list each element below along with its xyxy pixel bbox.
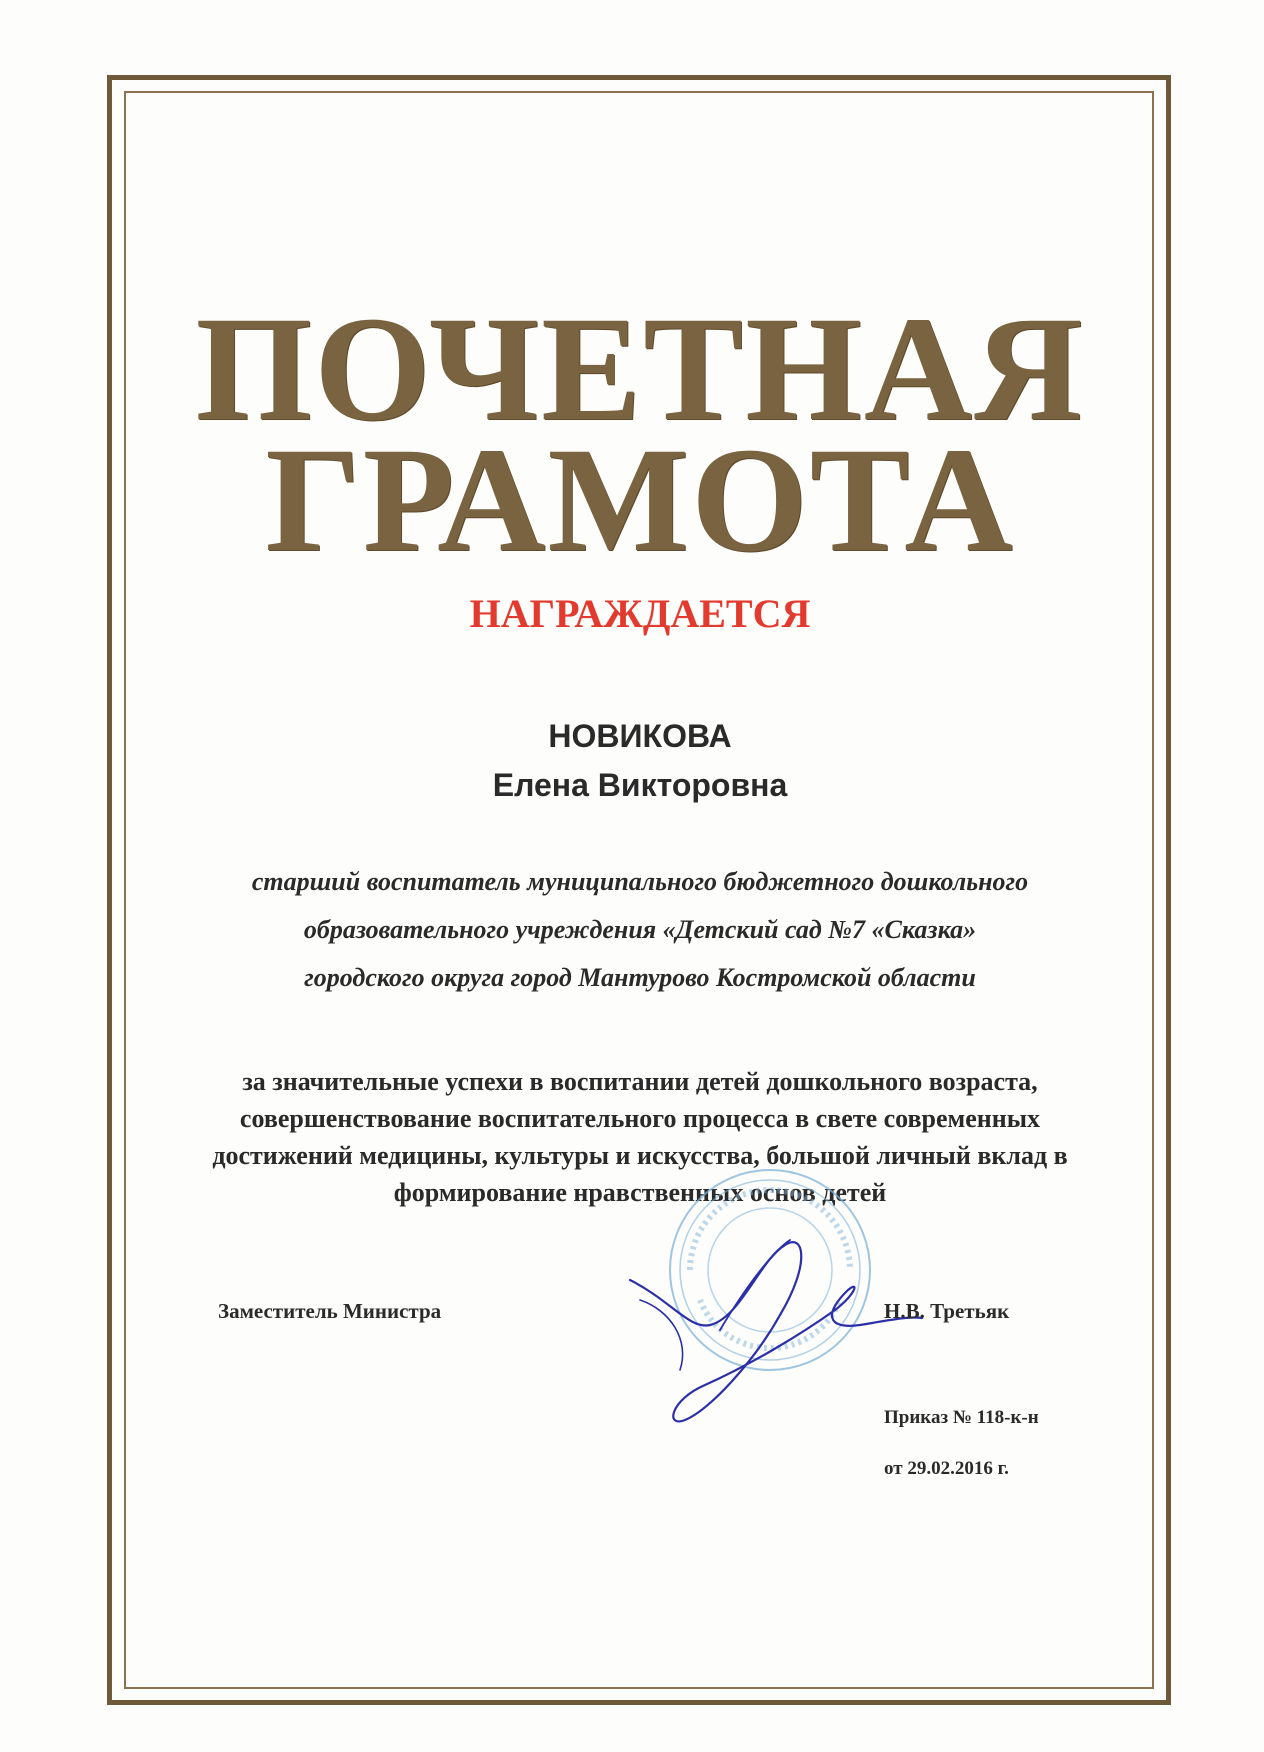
reason-line: совершенствование воспитательного процесса в свете современных (239, 1104, 1041, 1133)
awarded-label: НАГРАЖДАЕТСЯ (469, 591, 811, 636)
handwritten-signature-icon (610, 1220, 930, 1440)
position-line: городского округа город Мантурово Костромской области (304, 963, 976, 992)
position-line: образовательного учреждения «Детский сад №7 «Сказка» (303, 915, 977, 944)
title-line-1: ПОЧЕТНАЯ (195, 286, 1085, 452)
reason-line: за значительные успехи в воспитании детей дошкольного возраста, (242, 1067, 1038, 1096)
order-number: Приказ № 118-к-н (884, 1407, 1039, 1428)
recipient-given-names: Елена Викторовна (492, 767, 788, 803)
position-line: старший воспитатель муниципального бюджетного дошкольного (251, 867, 1029, 896)
signatory-role: Заместитель Министра (218, 1299, 442, 1323)
order-date: от 29.02.2016 г. (884, 1458, 1009, 1479)
reason-line: формирование нравственных основ детей (393, 1178, 887, 1207)
recipient-surname: НОВИКОВА (548, 718, 732, 754)
title-line-2: ГРАМОТА (265, 417, 1015, 583)
recipient-position (160, 858, 1120, 1002)
reason-line: достижений медицины, культуры и искусства, большой личный вклад в (212, 1141, 1068, 1170)
signatory-name: Н.В. Третьяк (884, 1299, 1010, 1323)
